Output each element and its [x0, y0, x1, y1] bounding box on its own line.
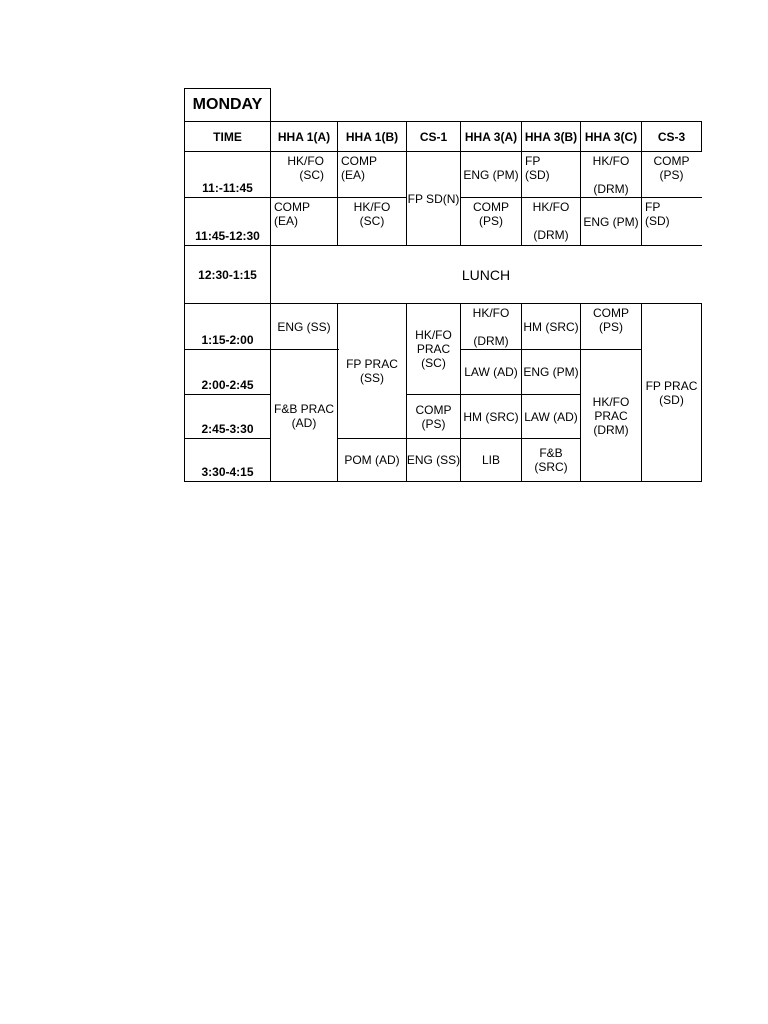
class-slot: COMP (EA) — [274, 200, 310, 228]
lunch-break: LUNCH — [461, 266, 511, 283]
class-slot: COMP (PS) — [593, 306, 629, 334]
class-slot: F&B (SRC) — [534, 446, 568, 474]
class-slot: HK/FO (SC) — [353, 200, 391, 228]
class-slot: HK/FO (DRM) — [472, 306, 510, 348]
class-slot: HM (SRC) — [523, 319, 579, 334]
class-slot: F&B PRAC (AD) — [273, 401, 334, 430]
class-slot: HM (SRC) — [463, 409, 519, 424]
class-slot: POM (AD) — [344, 453, 400, 467]
class-slot: ENG (PM) — [463, 167, 519, 182]
grid-line — [184, 481, 702, 482]
class-slot: FP PRAC (SD) — [645, 378, 698, 407]
class-slot: HK/FO (SC) — [287, 154, 324, 182]
class-slot: HK/FO (DRM) — [532, 200, 570, 242]
header-hha-1b: HHA 1(B) — [345, 129, 399, 144]
class-slot: ENG (PM) — [583, 214, 639, 229]
class-slot: ENG (SS) — [277, 319, 331, 334]
class-slot: COMP (PS) — [415, 402, 452, 431]
header-hha-1a: HHA 1(A) — [277, 129, 331, 144]
class-slot: LIB — [481, 453, 500, 467]
header-time: TIME — [213, 129, 242, 144]
class-slot: COMP (PS) — [473, 200, 509, 228]
class-slot: COMP (EA) — [341, 154, 377, 182]
class-slot: LAW (AD) — [524, 409, 578, 424]
grid-line — [701, 303, 702, 482]
class-slot: ENG (PM) — [523, 365, 579, 379]
header-hha-3b: HHA 3(B) — [524, 129, 578, 144]
class-slot: HK/FO PRAC (DRM) — [592, 394, 630, 437]
header-cs-3: CS-3 — [657, 129, 686, 144]
class-slot: FP (SD) — [645, 200, 670, 228]
class-slot: LAW (AD) — [464, 365, 518, 379]
time-slot: 12:30-1:15 — [198, 267, 257, 282]
class-slot: FP (SD) — [525, 154, 550, 182]
time-slot: 2:45-3:30 — [201, 422, 254, 436]
class-slot: FP PRAC (SS) — [346, 357, 398, 385]
grid-line — [701, 121, 702, 152]
day-title: MONDAY — [192, 96, 263, 113]
class-slot: COMP (PS) — [653, 154, 690, 182]
class-slot: FP SD(N) — [407, 191, 460, 206]
time-slot: 3:30-4:15 — [201, 465, 254, 479]
time-slot: 11:-11:45 — [202, 181, 253, 195]
header-cs-1: CS-1 — [419, 129, 448, 144]
class-slot: HK/FO (DRM) — [592, 154, 630, 196]
time-slot: 1:15-2:00 — [201, 333, 254, 347]
time-slot: 11:45-12:30 — [195, 229, 260, 243]
class-slot: HK/FO PRAC (SC) — [415, 328, 452, 370]
header-hha-3a: HHA 3(A) — [464, 129, 518, 144]
time-slot: 2:00-2:45 — [201, 378, 254, 392]
class-slot: ENG (SS) — [406, 453, 461, 467]
header-hha-3c: HHA 3(C) — [584, 129, 638, 144]
